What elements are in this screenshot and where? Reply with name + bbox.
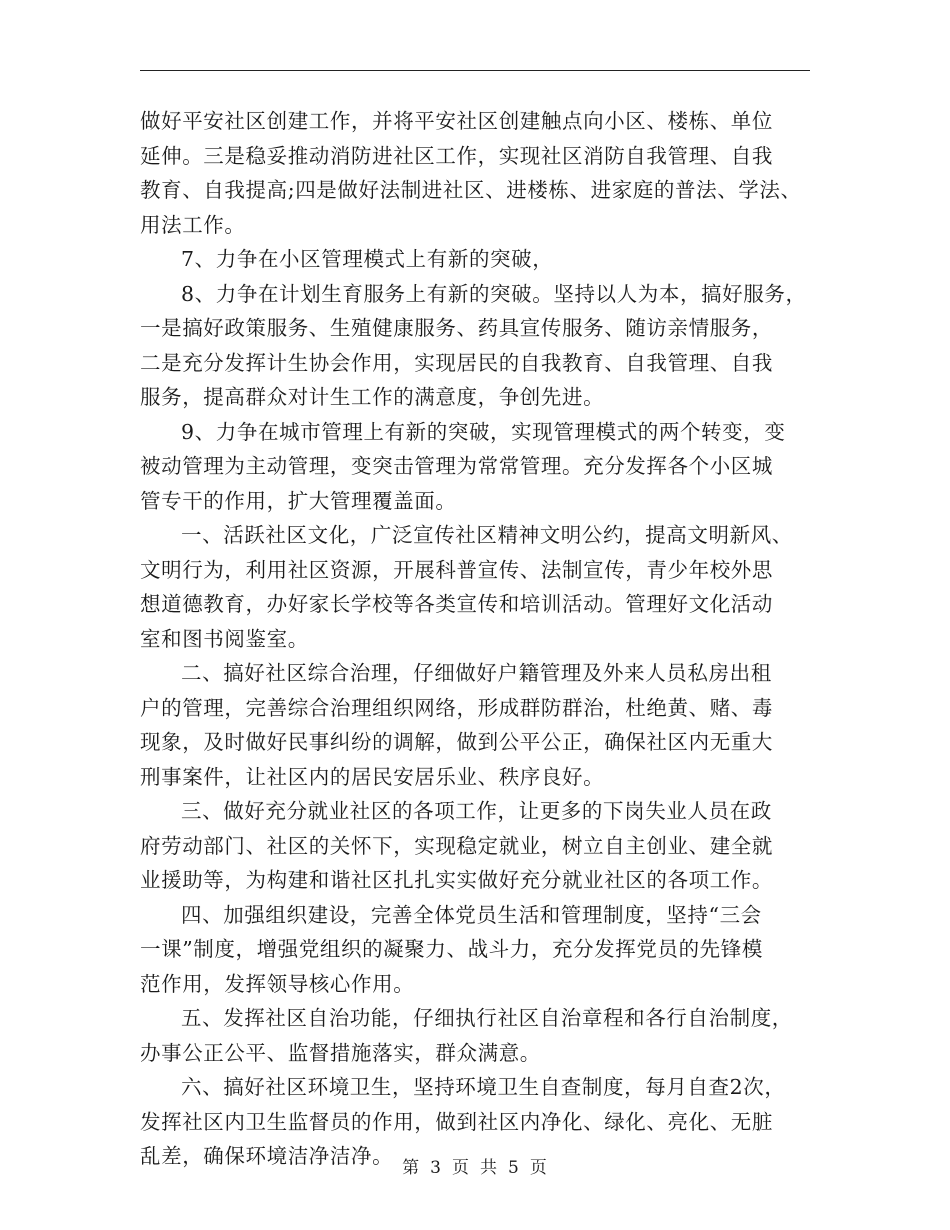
text-line: 8、力争在计划生育服务上有新的突破。坚持以人为本，搞好服务， [181,281,807,306]
paragraph [140,898,820,1002]
paragraph [140,518,820,656]
text-line: 刑事案件，让社区内的居民安居乐业、秩序良好。 [140,764,605,789]
text-line: 发挥社区内卫生监督员的作用，做到社区内净化、绿化、亮化、无脏 [140,1109,773,1134]
footer-current-page: 3 [430,1158,442,1178]
text-line: 二、搞好社区综合治理，仔细做好户籍管理及外来人员私房出租 [181,661,772,685]
footer-total-pages: 5 [508,1158,520,1178]
paragraph [140,277,820,415]
text-line: 室和图书阅鉴室。 [140,626,309,651]
text-line: 现象，及时做好民事纠纷的调解，做到公平公正，确保社区内无重大 [140,730,773,754]
text-line: 文明行为，利用社区资源，开展科普宣传、法制宣传，青少年校外思 [140,557,773,582]
text-line: 一、活跃社区文化，广泛宣传社区精神文明公约，提高文明新风、 [181,523,793,547]
text-line: 被动管理为主动管理，变突击管理为常常管理。充分发挥各个小区城 [140,454,773,478]
paragraph [140,242,820,277]
text-line: 业援助等，为构建和谐社区扎扎实实做好充分就业社区的各项工作。 [140,868,773,892]
text-line: 乱差，确保环境洁净洁净。 [140,1144,394,1168]
paragraph [140,656,820,794]
text-line: 六、搞好社区环境卫生，坚持环境卫生自查制度，每月自查2次， [181,1075,786,1099]
paragraph [140,794,820,898]
text-line: 户的管理，完善综合治理组织网络，形成群防群治，杜绝黄、赌、毒 [140,695,773,720]
text-line: 延伸。三是稳妥推动消防进社区工作，实现社区消防自我管理、自我 [140,143,773,168]
text-line: 三、做好充分就业社区的各项工作，让更多的下岗失业人员在政 [181,799,772,823]
text-line: 四、加强组织建设，完善全体党员生活和管理制度，坚持“三会 [181,902,762,927]
paragraph [140,1001,820,1070]
paragraph [140,104,820,242]
text-line: 做好平安社区创建工作，并将平安社区创建触点向小区、楼栋、单位 [140,109,773,133]
text-line: 教育、自我提高;四是做好法制进社区、进楼栋、进家庭的普法、学法、 [140,178,802,202]
text-line: 一是搞好政策服务、生殖健康服务、药具宣传服务、随访亲情服务， [140,316,773,340]
footer-prefix: 第 [402,1158,421,1178]
text-line: 服务，提高群众对计生工作的满意度，争创先进。 [140,385,605,409]
page-footer [0,1153,950,1178]
footer-page-label: 页 [452,1158,470,1178]
text-line: 五、发挥社区自治功能，仔细执行社区自治章程和各行自治制度， [181,1006,793,1030]
header-rule [140,70,810,71]
text-line: 二是充分发挥计生协会作用，实现居民的自我教育、自我管理、自我 [140,350,773,375]
text-line: 一课”制度，增强党组织的凝聚力、战斗力，充分发挥党员的先锋模 [140,937,763,961]
text-line: 范作用，发挥领导核心作用。 [140,971,415,996]
text-line: 9、力争在城市管理上有新的突破，实现管理模式的两个转变，变 [181,419,786,444]
paragraph [140,415,820,519]
document-body [140,104,820,1174]
text-line: 用法工作。 [140,212,246,237]
footer-page-label-2: 页 [529,1158,548,1178]
text-line: 府劳动部门、社区的关怀下，实现稳定就业，树立自主创业、建全就 [140,833,773,858]
text-line: 7、力争在小区管理模式上有新的突破， [181,247,554,271]
text-line: 管专干的作用，扩大管理覆盖面。 [140,488,457,513]
footer-total-label: 共 [480,1158,498,1178]
text-line: 办事公正公平、监督措施落实，群众满意。 [140,1040,541,1065]
text-line: 想道德教育，办好家长学校等各类宣传和培训活动。管理好文化活动 [140,592,773,616]
